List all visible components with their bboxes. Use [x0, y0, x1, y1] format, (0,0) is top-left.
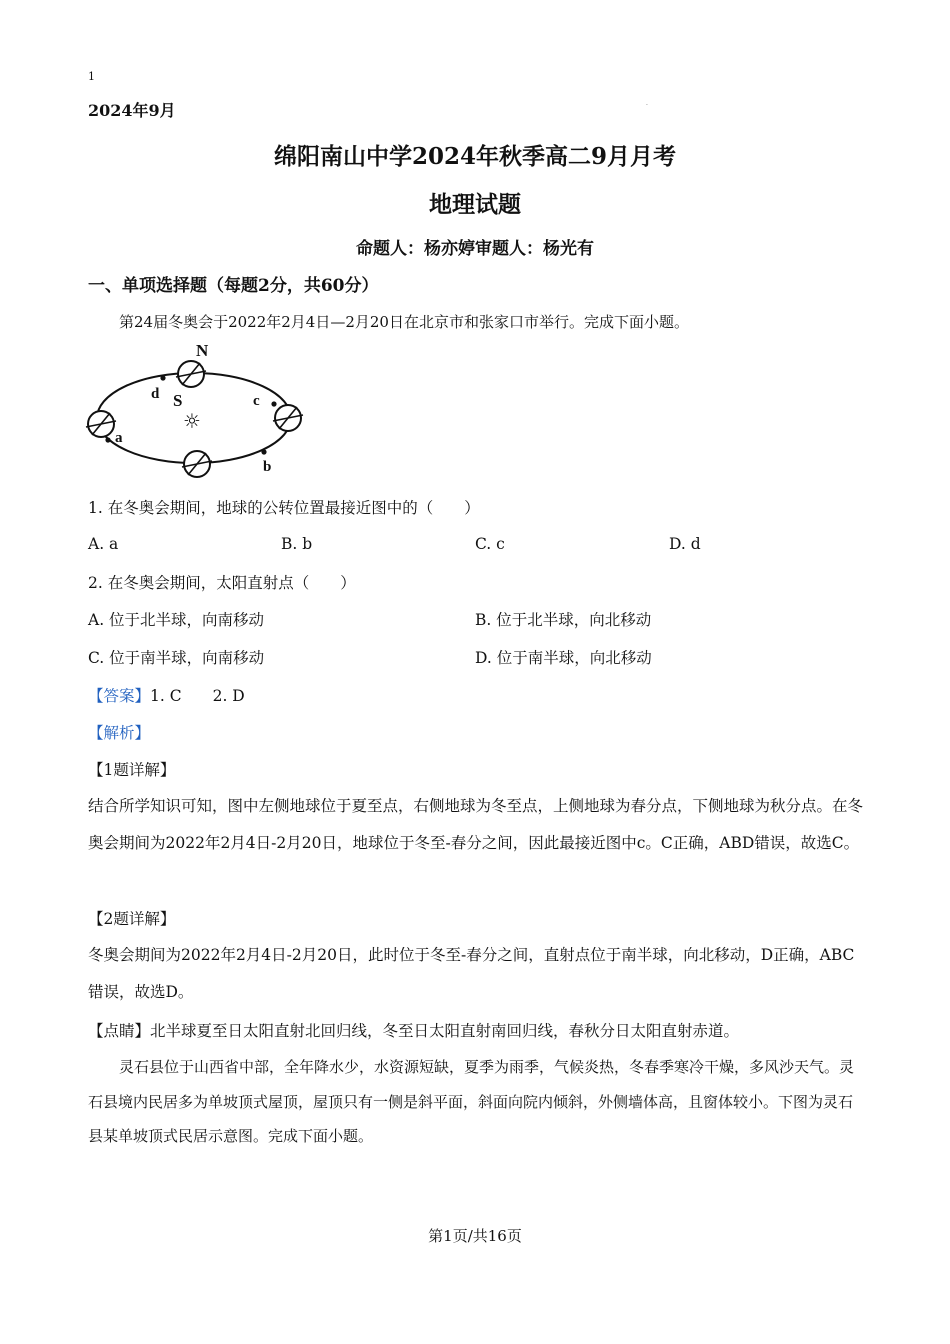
label-a: a [115, 430, 123, 446]
earth-left [86, 411, 116, 437]
page-marker: 1 [88, 70, 95, 83]
q2-option-a: A. 位于北半球，向南移动 [88, 611, 265, 629]
q2-detail-heading: 【2题详解】 [88, 910, 176, 928]
answer-line [88, 684, 245, 706]
stray-mark: . [646, 100, 648, 107]
section-intro: 第24届冬奥会于2022年2月4日—2月20日在北京市和张家口市举行。完成下面小题。 [119, 313, 689, 331]
earth-bottom [182, 451, 212, 477]
q1-option-a: A. a [88, 535, 119, 553]
sun-icon: ☼ [183, 409, 201, 433]
point-d [160, 375, 165, 380]
exam-authors: 命题人：杨亦婷审题人：杨光有 [356, 239, 594, 259]
label-d: d [151, 386, 160, 402]
exam-title: 绵阳南山中学2024年秋季高二9月月考 [273, 143, 677, 170]
tip-line [88, 1019, 739, 1041]
q2-option-d: D. 位于南半球，向北移动 [475, 649, 652, 667]
q2-detail-text: 冬奥会期间为2022年2月4日-2月20日，此时位于冬至-春分之间，直射点位于南半球，向北移动，D正确，ABC错误，故选D。 [88, 946, 855, 1001]
q2-option-c: C. 位于南半球，向南移动 [88, 649, 265, 667]
q1-stem: 1. 在冬奥会期间，地球的公转位置最接近图中的（ ） [88, 499, 480, 517]
exam-date: 2024年9月 [88, 101, 176, 120]
tip-text: 北半球夏至日太阳直射北回归线，冬至日太阳直射南回归线，春秋分日太阳直射赤道。 [150, 1022, 740, 1040]
next-question-intro: 灵石县位于山西省中部，全年降水少，水资源短缺，夏季为雨季，气候炎热，冬春季寒冷干燥，多风沙天气。灵石县境内民居多为单坡顶式屋顶，屋顶只有一侧是斜平面，斜面向院内倾斜，外侧墙体高，且窗体较小。下图为灵石县某单坡顶式民居示意图。完成下面小题。 [88, 1058, 855, 1145]
q2-stem: 2. 在冬奥会期间，太阳直射点（ ） [88, 574, 356, 592]
point-c [271, 401, 276, 406]
answer-tag: 【答案】 [88, 687, 151, 705]
tip-tag: 【点睛】 [88, 1022, 151, 1040]
analysis-tag: 【解析】 [88, 724, 151, 742]
q1-detail-heading: 【1题详解】 [88, 761, 176, 779]
q1-option-c: C. c [475, 535, 505, 553]
label-c: c [253, 393, 260, 409]
label-s: S [173, 391, 183, 410]
page-footer: 第1页/共16页 [428, 1227, 522, 1245]
earth-orbit-diagram [84, 336, 310, 482]
label-b: b [263, 459, 272, 475]
exam-subject: 地理试题 [429, 191, 521, 218]
answer-text: 1. C 2. D [150, 687, 245, 705]
q2-option-b: B. 位于北半球，向北移动 [475, 611, 652, 629]
q1-detail-text: 结合所学知识可知，图中左侧地球位于夏至点，右侧地球为冬至点，上侧地球为春分点，下侧地球为秋分点。在冬奥会期间为2022年2月4日-2月20日，地球位于冬至-春分之间，因此最接近图中c。C正确，ABD错误，故选C。 [88, 797, 864, 852]
point-b [261, 449, 266, 454]
label-n: N [196, 341, 209, 360]
earth-right [273, 405, 303, 431]
section-heading: 一、单项选择题（每题2分，共60分） [88, 276, 379, 296]
earth-top [176, 361, 206, 387]
q1-option-b: B. b [281, 535, 313, 553]
point-a [105, 437, 110, 442]
q1-option-d: D. d [669, 535, 701, 553]
